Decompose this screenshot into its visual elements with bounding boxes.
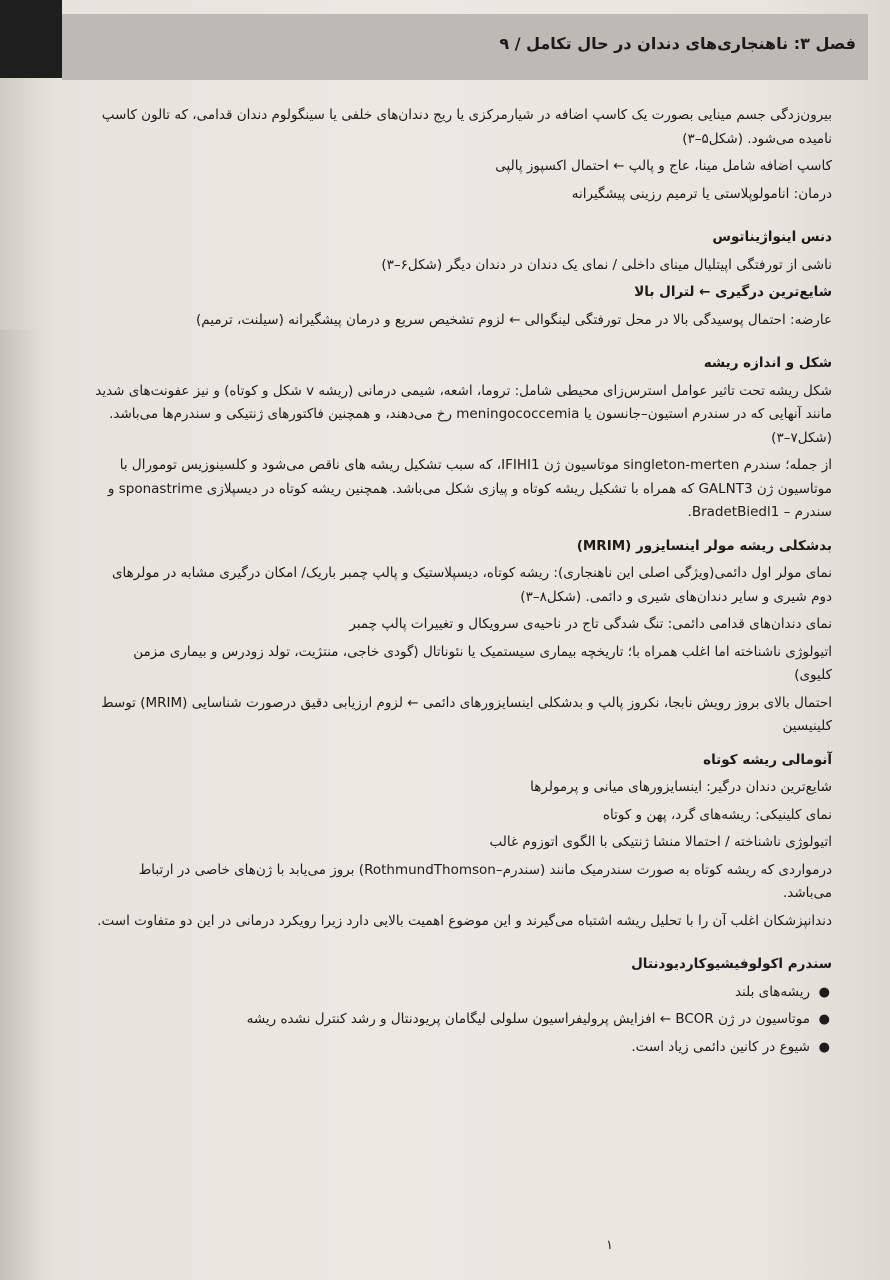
section-heading: دنس اینواژیناتوس [712,229,832,245]
paragraph: نمای دندان‌های قدامی دائمی: تنگ شدگی تاج در ناحیه‌ی سرویکال و تغییرات پالپ چمبر [349,616,832,632]
page-mark: ۱ [606,1238,613,1253]
bullet-icon: ● [818,984,830,1000]
bullet-icon: ● [818,1012,830,1027]
paragraph: شکل ریشه تحت تاثیر عوامل استرس‌زای محیطی شامل: تروما، اشعه، شیمی درمانی (ریشه v شکل و کوتاه) و نیز عفونت‌های شدید مانند آنهایی که در سندرم استیون–جانسون یا meningococcemia رخ می‌دهند، و همچنین فاکتورهای ژنتیکی و سندرم‌ها می‌باشد. (شکل۷–۳) [95,382,832,446]
list-item: ● موتاسیون در ژن BCOR ← افزایش پرولیفراسیون سلولی لیگامان پریودنتال و رشد کنترل نشده ریشه [92,1008,810,1032]
section-heading: سندرم اکولوفیشیوکاردیودنتال [631,956,832,972]
section-heading: آنومالی ریشه کوتاه [703,751,832,768]
paragraph: اتیولوژی ناشناخته / احتمالا منشا ژنتیکی با الگوی اتوزوم غالب [489,834,832,850]
paragraph: نمای مولر اول دائمی(ویژگی اصلی این ناهنجاری): ریشه کوتاه، دیسپلاستیک و پالپ چمبر باریک/ امکان درگیری مشابه در مولرهای دوم شیری و سایر دندان‌های شیری و دائمی. (شکل۸–۳) [111,565,832,605]
paragraph: عارضه: احتمال پوسیدگی بالا در محل تورفتگی لینگوالی ← لزوم تشخیص سریع و درمان پیشگیرانه (سیلنت، ترمیم) [196,311,832,328]
paragraph: کاسپ اضافه شامل مینا، عاج و پالپ ← احتمال اکسپوز پالپی [495,158,832,174]
list-item: ● ریشه‌های بلند [92,981,810,1005]
paragraph: نمای کلینیکی: ریشه‌های گرد، پهن و کوتاه [602,806,832,823]
paragraph: دندانپزشکان اغلب آن را با تحلیل ریشه اشتباه می‌گیرند و این موضوع اهمیت بالایی دارد زیرا رویکرد درمانی در این دو متفاوت است. [97,912,832,929]
paragraph: احتمال بالای بروز رویش نابجا، نکروز پالپ و بدشکلی اینسایزورهای دائمی ← لزوم ارزیابی دقیق درصورت شناسایی (MRIM) توسط کلینیسین [101,694,832,734]
page-body [92,104,832,1063]
page-binding-shadow [0,330,38,1280]
section-heading: شکل و اندازه ریشه [703,355,832,371]
chapter-header-title: فصل ۳: ناهنجاری‌های دندان در حال تکامل / ۹ [499,34,856,53]
bullet-list [92,981,832,1060]
list-item: ● شیوع در کانین دائمی زیاد است. [92,1036,810,1060]
paragraph: درمواردی که ریشه کوتاه به صورت سندرمیک مانند (سندرم–RothmundThomson) بروز می‌یابد با ژن‌های خاصی در ارتباط می‌باشد. [138,861,832,901]
paragraph: درمان: انامولوپلاستی یا ترمیم رزینی پیشگیرانه [571,185,832,202]
paragraph: اتیولوژی ناشناخته اما اغلب همراه با؛ تاریخچه بیماری سیستمیک یا نئوناتال (گودی خاجی، منتژیت، تولد زودرس و بیماری مزمن کلیوی) [133,643,832,683]
section-heading: بدشکلی ریشه مولر اینسایزور (MRIM) [576,537,832,554]
paragraph: شایع‌ترین درگیری ← لترال بالا [634,284,832,300]
bullet-icon: ● [818,1039,830,1055]
paragraph: ناشی از تورفتگی اپیتلیال مینای داخلی / نمای یک دندان در دندان دیگر (شکل۶–۳) [381,256,832,273]
paragraph: از جمله؛ سندرم singleton-merten موتاسیون ژن IFIHI1، که سبب تشکیل ریشه های ناقص می‌شود و کلسینوزیس تومورال با موتاسیون ژن GALNT3 که همراه با تشکیل ریشه کوتاه و پیازی شکل می‌باشد. همچنین ریشه کوتاه در دیسپلازی sponastrime و سندرم – BradetBiedl1. [107,457,832,520]
paragraph: بیرون‌زدگی جسم مینایی بصورت یک کاسپ اضافه در شیارمرکزی یا ریج دندان‌های خلفی یا سینگولوم دندان قدامی، که تالون کاسپ نامیده می‌شود. (شکل۵–۳) [101,107,832,147]
paragraph: شایع‌ترین دندان درگیر: اینسایزورهای میانی و پرمولرها [530,779,832,795]
corner-tab [0,0,62,78]
